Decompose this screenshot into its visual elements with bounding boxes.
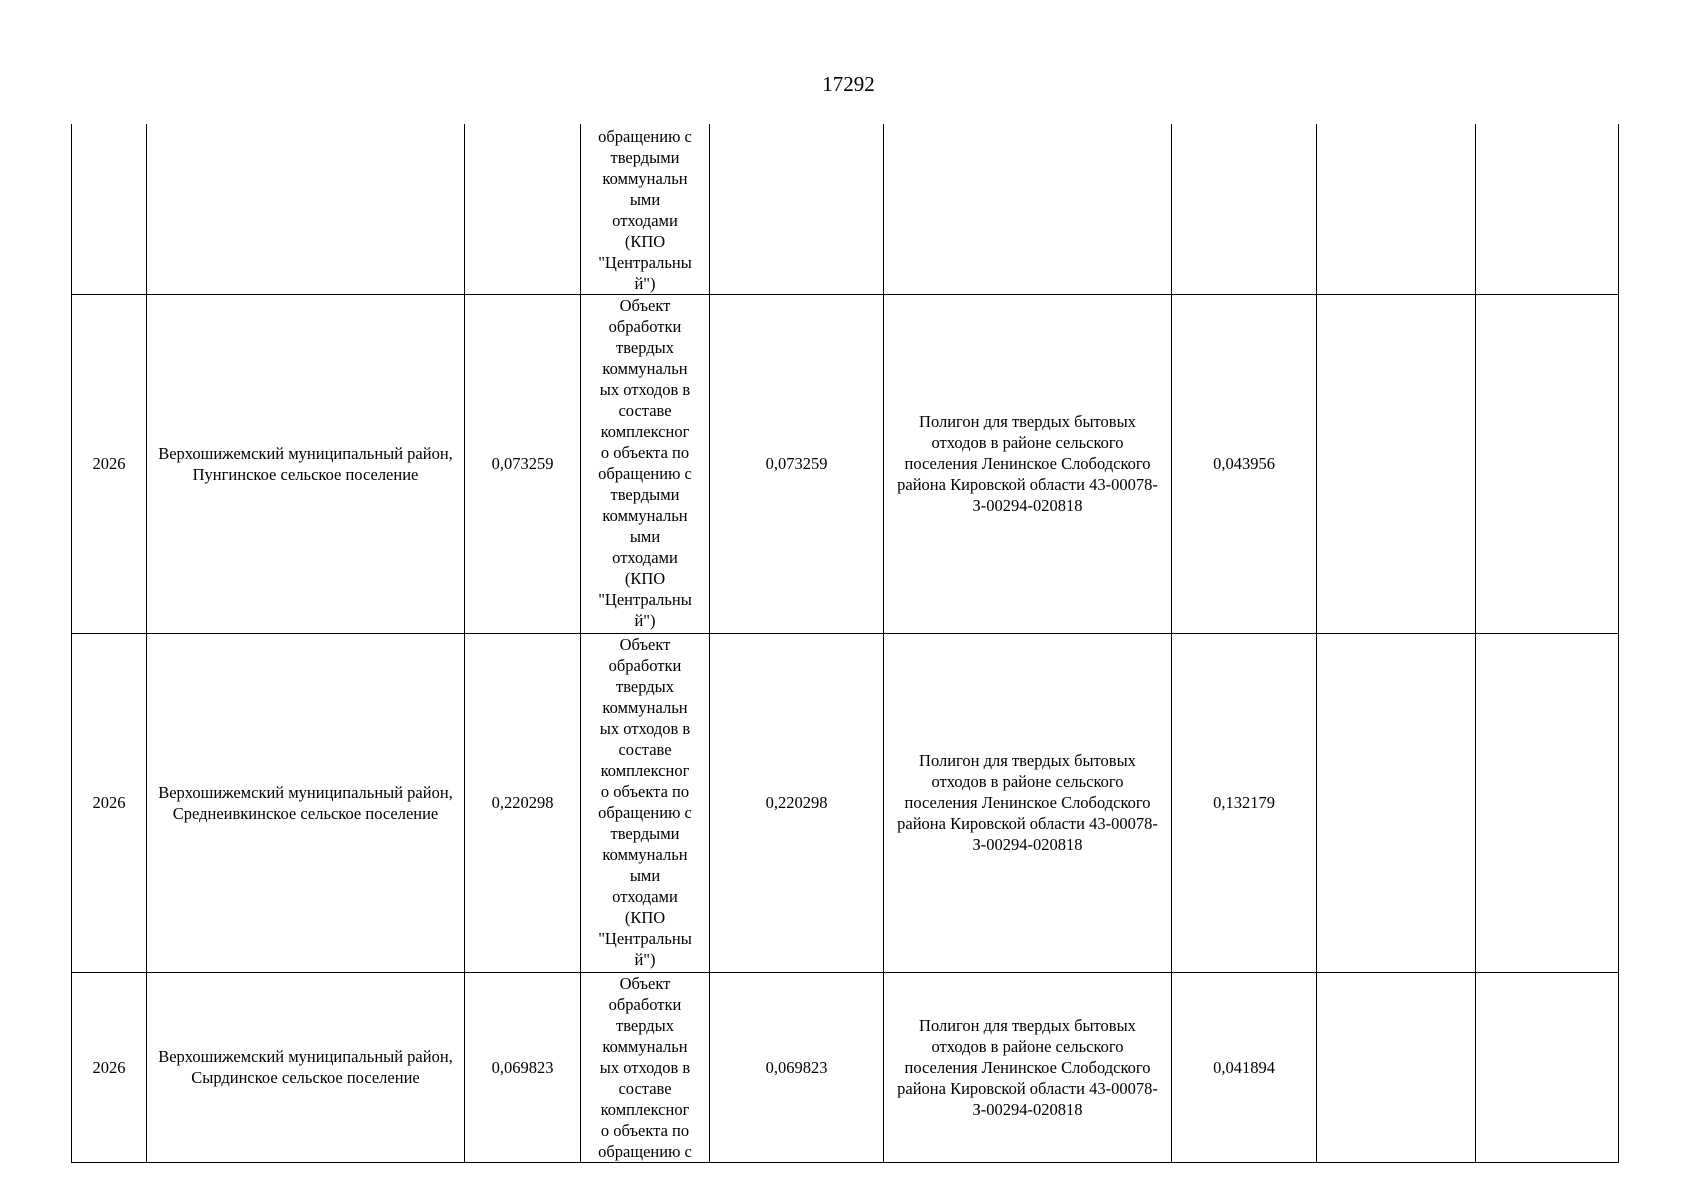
extra2-cell: [1476, 972, 1619, 1162]
year-cell: 2026: [72, 633, 147, 972]
area-cell: Верхошижемский муниципальный район, Сырдинское сельское поселение: [147, 972, 465, 1162]
location-cell: [884, 124, 1172, 294]
mass2-cell: 0,220298: [710, 633, 884, 972]
mass2-cell: 0,069823: [710, 972, 884, 1162]
mass-cell: [465, 124, 581, 294]
waste-flow-table: [71, 124, 1619, 1163]
mass2-cell: [710, 124, 884, 294]
year-cell: 2026: [72, 972, 147, 1162]
mass3-cell: 0,132179: [1172, 633, 1317, 972]
object-cell: Объект обработки твердых коммунальн ых отходов в составе комплексног о объекта по обращению с твердыми коммунальн ыми отходами (КПО "Центральны й"): [581, 633, 710, 972]
location-cell: Полигон для твердых бытовых отходов в районе сельского поселения Ленинское Слободского района Кировской области 43-00078-З-00294-020818: [884, 294, 1172, 633]
mass-cell: 0,069823: [465, 972, 581, 1162]
object-cell: Объект обработки твердых коммунальн ых отходов в составе комплексног о объекта по обращению с твердыми коммунальн ыми отходами (КПО "Центральны й"): [581, 294, 710, 633]
mass2-cell: 0,073259: [710, 294, 884, 633]
object-cell: Объект обработки твердых коммунальн ых отходов в составе комплексног о объекта по обращению с: [581, 972, 710, 1162]
mass-cell: 0,073259: [465, 294, 581, 633]
area-cell: [147, 124, 465, 294]
extra2-cell: [1476, 633, 1619, 972]
extra1-cell: [1317, 124, 1476, 294]
year-cell: [72, 124, 147, 294]
extra2-cell: [1476, 124, 1619, 294]
location-cell: Полигон для твердых бытовых отходов в районе сельского поселения Ленинское Слободского района Кировской области 43-00078-З-00294-020818: [884, 972, 1172, 1162]
table-row: [72, 972, 1619, 1162]
extra1-cell: [1317, 294, 1476, 633]
mass3-cell: [1172, 124, 1317, 294]
extra2-cell: [1476, 294, 1619, 633]
mass3-cell: 0,043956: [1172, 294, 1317, 633]
table-row: [72, 633, 1619, 972]
table-row: [72, 294, 1619, 633]
extra1-cell: [1317, 633, 1476, 972]
object-cell: обращению с твердыми коммунальн ыми отходами (КПО "Центральны й"): [581, 124, 710, 294]
location-cell: Полигон для твердых бытовых отходов в районе сельского поселения Ленинское Слободского района Кировской области 43-00078-З-00294-020818: [884, 633, 1172, 972]
mass3-cell: 0,041894: [1172, 972, 1317, 1162]
page-number: 17292: [822, 72, 875, 96]
area-cell: Верхошижемский муниципальный район, Пунгинское сельское поселение: [147, 294, 465, 633]
year-cell: 2026: [72, 294, 147, 633]
area-cell: Верхошижемский муниципальный район, Среднеивкинское сельское поселение: [147, 633, 465, 972]
mass-cell: 0,220298: [465, 633, 581, 972]
extra1-cell: [1317, 972, 1476, 1162]
table-row: [72, 124, 1619, 294]
